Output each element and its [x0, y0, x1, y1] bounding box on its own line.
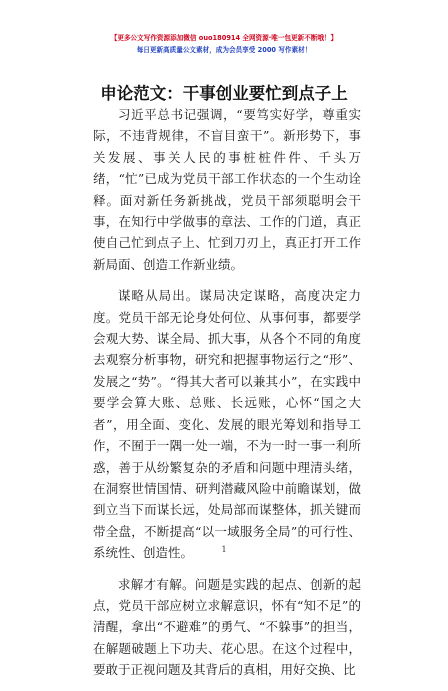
paragraph: 习近平总书记强调，“要笃实好学，尊重实际，不违背规律，不盲目蛮干”。新形势下，事关发展、事关人民的事桩桩件件、千头万绪，“忙”已成为党员干部工作状态的一个生动诠释。面对新任务新挑战，党员干部须聪明会干事，在知行中学做事的章法、工作的门道，真正使自己忙到点子上、忙到刀刃上，真正打开工作新局面、创造工作新业绩。 — [93, 107, 361, 272]
promo-banner-line-1: 【更多公文写作资源添加微信 ouo180914 全网资源·唯一包更新不断哦！】 — [110, 34, 338, 42]
page-number: 1 — [221, 545, 227, 554]
document-title: 申论范文：干事创业要忙到点子上 — [100, 84, 348, 103]
document-body — [93, 104, 361, 691]
paragraph: 谋略从局出。谋局决定谋略，高度决定力度。党员干部无论身处何位、从事何事，都要学会观大势、谋全局、抓大事，从各个不同的角度去观察分析事物，研究和把握事物运行之“形”、发展之“势”。“得其大者可以兼其小”，在实践中要学会算大账、总账、长远账，心怀“国之大者”，用全面、变化、发展的眼光筹划和指导工作，不囿于一隅一处一端，不为一时一事一利所惑，善于从纷繁复杂的矛盾和问题中理清头绪，在洞察世情国情、研判潜藏风险中前瞻谋划，做到立当下而谋长远，处局部而谋整体，抓关键而带全盘，不断提高“以一域服务全局”的可行性、系统性、创造性。 — [93, 288, 361, 561]
paragraph: 求解才有解。问题是实践的起点、创新的起点，党员干部应树立求解意识，怀有“知不足”的清醒，拿出“不避难”的勇气、“不躲事”的担当，在解题破题上下功夫、花心思。在这个过程中，要敢于正视问题及其背后的真相，用好交换、比 — [93, 576, 361, 678]
promo-banner-line-2: 每日更新高质量公文素材，成为会员享受 2000 写作素材！ — [136, 46, 312, 54]
